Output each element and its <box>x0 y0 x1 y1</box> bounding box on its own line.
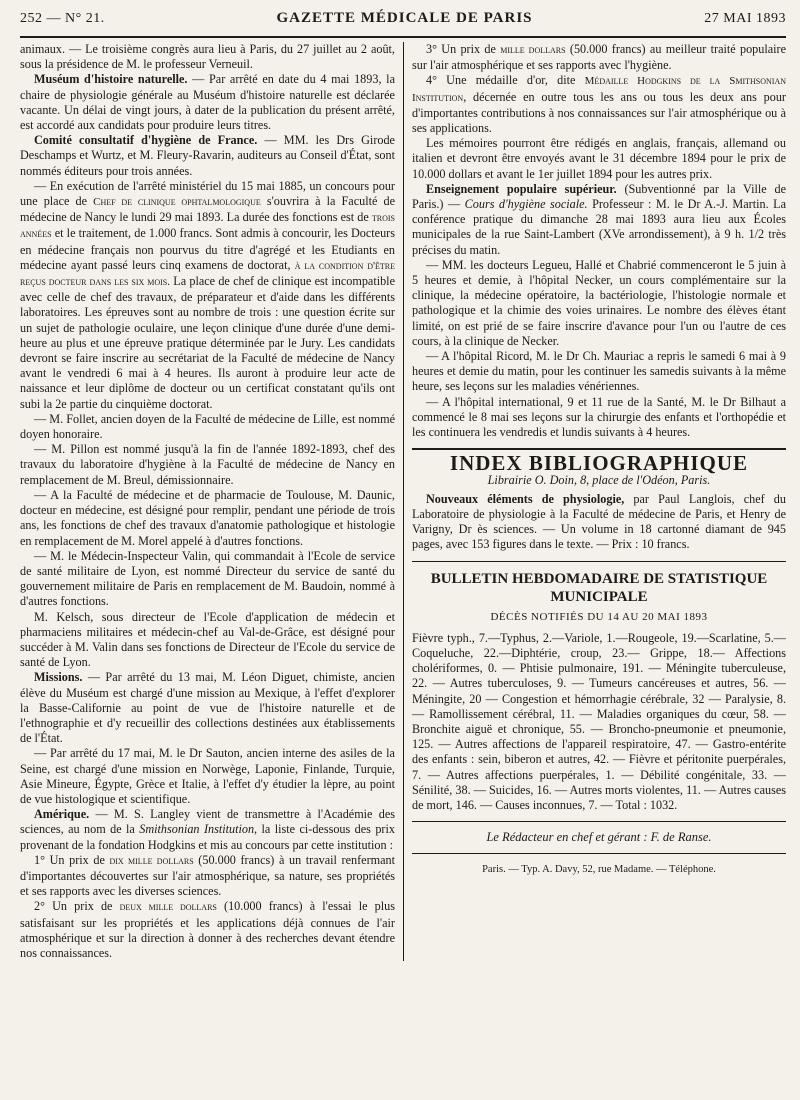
smallcaps-chef-clinique: Chef de clinique ophtalmologique <box>93 196 261 209</box>
italic-smithsonian: Smithsonian Institution <box>139 822 255 837</box>
redacteur-line: Le Rédacteur en chef et gérant : F. de Ranse. <box>486 830 712 845</box>
paragraph-prix-1 <box>20 853 395 900</box>
issue-date: 27 MAI 1893 <box>704 11 786 26</box>
text-concours-a: — En exécution de l'arrêté ministériel du 15 mai 1885, un concours pour une place de <box>20 178 395 209</box>
text-prix3-a: 3° Un prix de <box>425 42 501 56</box>
paragraph-follet: — M. Follet, ancien doyen de la Faculté de médecine de Lille, est nommé doyen honoraire. <box>20 411 395 442</box>
smallcaps-mille-dollars: mille dollars <box>500 44 566 56</box>
header-rule <box>20 36 786 38</box>
smallcaps-trois-annees: trois années <box>20 212 395 241</box>
footer-rule <box>412 853 786 854</box>
text-museum: — Par arrêté en date du 4 mai 1893, la chaire de physiologie générale au Muséum d'histoire naturelle est déclarée vacante. Un délai de vingt jours, à dater de la publication du présent arrêté, est accordé aux candidats pour produire leurs titres. <box>20 72 395 133</box>
text-enseignement-b: Professeur : M. le Dr A.-J. Martin. La conférence pratique du dimanche 28 mai 1893 aura lieu aux Écoles municipales de la rue Saint-Lambert (XVe arrondissement), à 9 h. 1/2 très précises du matin. <box>411 197 786 257</box>
heading-comite: Comité consultatif d'hygiène de France. <box>34 133 258 148</box>
paragraph-statistics: Fièvre typh., 7.—Typhus, 2.—Variole, 1.—Rougeole, 19.—Scarlatine, 5.— Coqueluche, 22.—Diphtérie, croup, 23.— Grippe, 18.— Affections cholériformes, 0. — Phtisie pulmonaire, 191. — Méningite tuberculeuse, 22. — Autres tuberculoses, 9. — Tumeurs cancéreuses et autres, 56. — Méningite, 20 — Congestion et hémorrhagie cérébrale, 32 — Paralysie, 8. — Ramollissement cérébral, 11. — Maladies organiques du cœur, 58. — Bronchite aiguë et chronique, 55. — Broncho-pneumonie et pneumonie, 125. — Autres affections de l'appareil respiratoire, 47. — Gastro-entérite des enfants : sein, biberon et autres, 42. — Fièvre et péritonite puerpérales, 7. — Autres affections puerpérales, 1. — Débilité congénitale, 33. —Sénilité, 38. — Suicides, 16. — Autres morts violentes, 11. — Autres causes de mort, 146. — Causes inconnues, 7. — Total : 1032. <box>411 630 786 812</box>
italic-cours-hygiene: Cours d'hygiène sociale. <box>464 197 588 212</box>
heading-amerique: Amérique. <box>34 807 90 822</box>
text-amerique-a: — M. S. Langley vient de transmettre à l'Académie des sciences, au nom de la <box>20 807 395 837</box>
text-enseignement-a: (Subventionné par la Ville de Paris.) — <box>411 181 786 212</box>
text-missions: — Par arrêté du 13 mai, M. Léon Diguet, chimiste, ancien élève du Muséum est chargé d'une mission au Mexique, à l'effet d'explorer la Basse-Californie au point de vue de l'histoire naturelle et de l'ethnographie et d'y recueillir des collections destinées aux établissements de l'État. <box>20 670 395 746</box>
paragraph-medaille <box>412 73 786 136</box>
paragraph-international: — A l'hôpital international, 9 et 11 rue de la Santé, M. le Dr Bilhaut a commencé le 8 mai ses leçons sur la chirurgie des enfants et l'orthopédie et les continuera les vendredis et lundis suivants à 4 heures. <box>411 394 786 440</box>
text-prix3-b: (50.000 francs) au meilleur traité populaire sur l'air atmosphérique et ses rapports avec l'hygiène. <box>411 42 787 73</box>
index-publisher: Librairie O. Doin, 8, place de l'Odéon, Paris. <box>487 473 711 488</box>
text-prix1-a: 1° Un prix de <box>34 852 110 867</box>
heading-index-book: Nouveaux éléments de physiologie, <box>425 491 625 506</box>
text-prix2-b: (10.000 francs) à l'essai le plus satisfaisant sur les propriétés et les applications déjà connues de l'air atmosphérique et sur la direction à donner à des recherches devant étendre nos connaissances. <box>20 899 395 960</box>
paragraph-prix-3 <box>412 42 786 73</box>
heading-missions: Missions. <box>34 670 83 685</box>
heading-enseignement: Enseignement populaire supérieur. <box>425 181 617 196</box>
index-section <box>412 448 786 476</box>
paragraph-amerique <box>20 807 395 853</box>
right-column <box>403 42 786 961</box>
bulletin-title: BULLETIN HEBDOMADAIRE DE STATISTIQUE MUNICIPALE <box>430 570 768 605</box>
text-amerique-b: , la liste ci-dessous des prix provenant de la fondation Hodgkins et mis au concours par cette institution : <box>20 822 395 852</box>
paragraph-museum <box>20 72 395 133</box>
text-medaille-b: , décernée en outre tous les ans ou tous les deux ans pour d'importantes contributions à nos connaissances sur l'air atmosphérique ou à ses applications. <box>411 89 786 136</box>
text-comite: — MM. les Drs Girode Deschamps et Wurtz, et M. Fleury-Ravarin, auditeurs au Conseil d'État, sont nommés éditeurs pour trois années. <box>20 133 395 178</box>
redacteur-rule <box>412 821 786 822</box>
paragraph-memoires: Les mémoires pourront être rédigés en anglais, français, allemand ou italien et devront être envoyés avant le 31 décembre 1894 pour le prix de 10.000 dollars et avant le 1er juillet 1894 pour les autres prix. <box>411 136 786 181</box>
paragraph-congres: animaux. — Le troisième congrès aura lieu à Paris, du 27 juillet au 2 août, sous la présidence de M. le professeur Verneuil. <box>20 42 395 72</box>
page-number: 252 — N° 21. <box>20 11 105 26</box>
paragraph-comite <box>20 133 395 179</box>
paragraph-sauton: — Par arrêté du 17 mai, M. le Dr Sauton, ancien interne des asiles de la Seine, est chargé d'une mission en Norwège, Laponie, Finlande, Turquie, Asie Mineure, Égypte, Grèce et Italie, à l'effet d'y étudier la lèpre, au point de vue histologique et scientifique. <box>20 746 395 806</box>
text-concours-c: et le traitement, de 1.000 francs. Sont admis à concourir, les Docteurs en médecine français non pourvus du titre d'agrégé et les Etudiants en médecine ayant passé leurs cinq examens de doctorat, <box>20 226 395 272</box>
text-prix2-a: 2° Un prix de <box>34 899 120 914</box>
text-concours-b: s'ouvrira à la Faculté de médecine de Nancy le lundi 29 mai 1893. La durée des fonctions est de <box>20 194 395 225</box>
index-title: INDEX BIBLIOGRAPHIQUE <box>449 451 749 476</box>
text-concours-d: La place de chef de clinique est incompatible avec celle de chef des travaux, de préparateur et d'aide dans les différents laboratoires. Les épreuves sont au nombre de trois : une question écrite sur un sujet de pathologie oculaire, une leçon clinique d'une durée d'une demi-heure au plus et une épreuve pratique déterminée par le Jury. Les candidats devront se faire inscrire au secrétariat de la Faculté de médecine de Nancy avant le vendredi 6 mai à 4 heures. Ils auront à produire leur acte de naissance et leur diplôme de docteur ou un certificat constatant qu'ils ont subi la 2e partie du cinquième doctorat. <box>20 274 395 411</box>
journal-title: GAZETTE MÉDICALE DE PARIS <box>276 10 533 26</box>
text-prix1-b: (50.000 francs) à un travail renfermant d'importantes découvertes sur l'air atmosphérique, sa nature, ses propriétés et ses rapports avec les diverses sciences. <box>20 852 395 899</box>
page-header <box>20 10 786 34</box>
columns <box>20 42 786 961</box>
deces-heading: DÉCÈS NOTIFIÉS DU 14 AU 20 MAI 1893 <box>490 610 708 623</box>
paragraph-pillon: — M. Pillon est nommé jusqu'à la fin de l'année 1892-1893, chef des travaux du laboratoire d'hygiène à la Faculté de médecine de Nancy en remplacement de M. Breul, démissionnaire. <box>20 442 395 487</box>
heading-museum: Muséum d'histoire naturelle. <box>34 72 188 87</box>
smallcaps-deux-mille: deux mille dollars <box>119 901 217 914</box>
paragraph-prix-2 <box>20 899 395 961</box>
paragraph-necker: — MM. les docteurs Legueu, Hallé et Chabrié commenceront le 5 juin à 5 heures et demie, à l'hôpital Necker, un cours complémentaire sur la clinique, la médecine opératoire, la bactériologie, l'histologie normale et pathologique et la chimie des voies urinaires. Le nombre des élèves étant limité, on est prié de se faire inscrire d'avance pour l'un ou l'autre de ces cours, à la clinique de Necker. <box>411 257 786 348</box>
smallcaps-condition: à la condition d'être reçus docteur dans les six mois. <box>20 259 395 289</box>
printer-footer: Paris. — Typ. A. Davy, 52, rue Madame. — Téléphone. <box>482 864 716 876</box>
text-medaille-a: 4° Une médaille d'or, dite <box>425 73 585 88</box>
text-index-book: par Paul Langlois, chef du Laboratoire de physiologie à la Faculté de médecine de Paris, et Henry de Varigny, Dr ès sciences. — Un volume in 18 cartonné diamant de 945 pages, avec 153 figures dans le texte. — Prix : 10 francs. <box>411 491 786 552</box>
paragraph-missions <box>20 670 395 746</box>
smallcaps-medaille: Médaille Hodgkins de la Smithsonian Institution <box>411 75 786 104</box>
smallcaps-dix-mille: dix mille dollars <box>109 854 194 867</box>
paragraph-concours <box>20 179 395 412</box>
paragraph-index-entry <box>412 492 786 553</box>
paragraph-ricord: — A l'hôpital Ricord, M. le Dr Ch. Mauriac a repris le samedi 6 mai à 9 heures et demie du matin, pour les continuer les samedis suivants à la même heure, ses leçons sur les maladies vénériennes. <box>411 349 786 394</box>
paragraph-toulouse: — A la Faculté de médecine et de pharmacie de Toulouse, M. Daunic, docteur en médecine, est désigné pour remplir, pendant une période de trois ans, les fonctions de chef des travaux d'anatomie pathologique et histologie en remplacement de M. Morel appelé à d'autres fonctions. <box>20 487 395 548</box>
left-column <box>20 42 403 961</box>
bulletin-rule <box>412 561 786 562</box>
paragraph-kelsch: M. Kelsch, sous directeur de l'Ecole d'application de médecin et pharmaciens militaires et médecin-chef au Val-de-Grâce, est désigné pour succéder à M. Valin dans ses fonctions de Directeur de l'Ecole du service de santé de Lyon. <box>20 609 395 670</box>
paragraph-valin: — M. le Médecin-Inspecteur Valin, qui commandait à l'Ecole de service de santé militaire de Lyon, est nommé Directeur du service de santé du gouvernement militaire de Paris en remplacement de M. Baudoin, nommé à d'autres fonctions. <box>20 548 395 609</box>
paragraph-enseignement <box>412 182 786 258</box>
